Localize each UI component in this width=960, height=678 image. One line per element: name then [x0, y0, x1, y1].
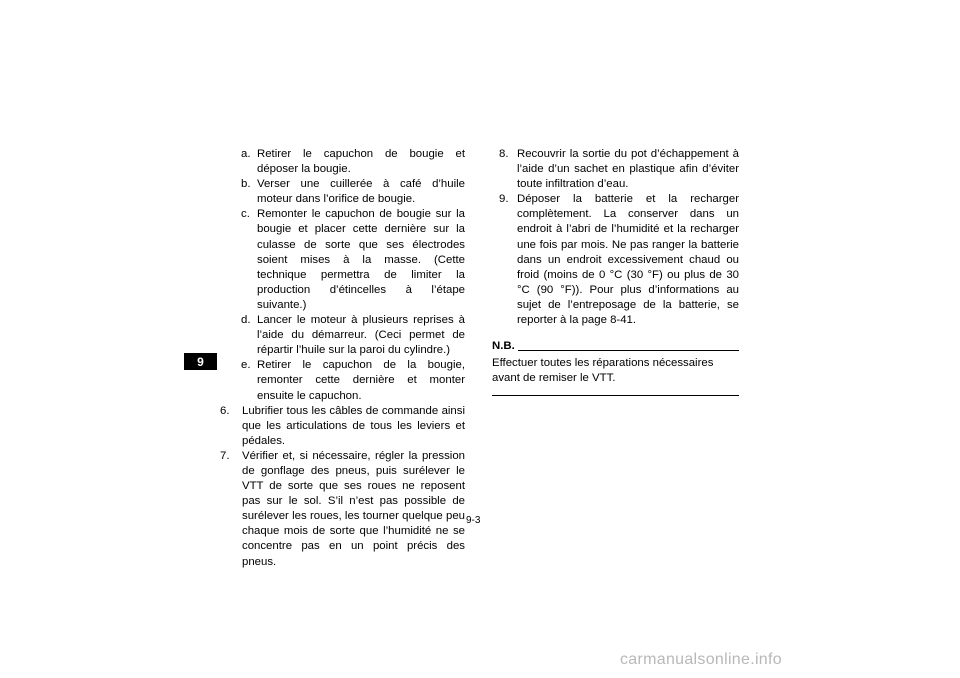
item-marker: 7.: [220, 449, 230, 462]
chapter-tab: 9: [184, 353, 217, 370]
note-text: Effectuer toutes les réparations nécessaires avant de remiser le VTT.: [492, 357, 714, 385]
list-item: [220, 358, 465, 403]
note-label: N.B.: [492, 340, 515, 353]
item-marker: b.: [241, 178, 251, 191]
item-text: Retirer le capuchon de la bougie, remonter cette dernière et monter ensuite le capuchon.: [257, 359, 465, 402]
watermark: carmanualsonline.info: [620, 651, 782, 668]
item-marker: e.: [241, 359, 251, 372]
list-item: [220, 404, 465, 449]
item-text: Verser une cuillerée à café d’huile moteur dans l’orifice de bougie.: [257, 178, 465, 206]
note-rule: [518, 350, 739, 351]
item-marker: 6.: [220, 404, 230, 417]
list-item: [220, 177, 465, 207]
item-text: Lubrifier tous les câbles de commande ainsi que les articulations de tous les leviers et pédales.: [242, 404, 465, 447]
note-end-rule: [492, 395, 739, 396]
list-item: [220, 313, 465, 358]
list-item: [220, 207, 465, 313]
item-text: Lancer le moteur à plusieurs reprises à l’aide du démarreur. (Ceci permet de répartir l’huile sur la paroi du cylindre.): [257, 314, 465, 357]
item-text: Recouvrir la sortie du pot d’échappement à l’aide d’un sachet en plastique afin d’éviter toute infiltration d’eau.: [517, 148, 739, 191]
list-item: [492, 192, 739, 328]
item-text: Remonter le capuchon de bougie sur la bougie et placer cette dernière sur la culasse de sorte que ses électrodes soient mises à la masse. (Cette technique permettra de limiter la production d’étincelles à l’étape suivante.): [257, 208, 465, 311]
list-item: [492, 147, 739, 192]
list-item: [220, 449, 465, 570]
item-text: Déposer la batterie et la recharger complètement. La conserver dans un endroit à l’abri de l’humidité et la recharger une fois par mois. Ne pas ranger la batterie dans un endroit excessivement chaud ou froid (moins de 0 °C (30 °F) ou plus de 30 °C (90 °F)). Pour plus d’informations au sujet de l’entreposage de la batterie, se reporter à la page 8-41.: [517, 193, 739, 327]
item-marker: 8.: [499, 148, 509, 160]
right-column: [492, 147, 739, 396]
list-item: [220, 147, 465, 177]
item-marker: 9.: [499, 193, 509, 206]
item-marker: d.: [241, 314, 251, 327]
page-number: 9-3: [466, 515, 481, 526]
item-text: Vérifier et, si nécessaire, régler la pression de gonflage des pneus, puis surélever le VTT de sorte que ses roues ne reposent pas sur le sol. S’il n’est pas possible de surélever les roues, les tourner quelque peu chaque mois de sorte que l’humidité ne se concentre pas en un point précis des pneus.: [242, 449, 465, 568]
item-marker: a.: [241, 148, 251, 160]
note-box: [492, 340, 739, 396]
item-text: Retirer le capuchon de bougie et déposer la bougie.: [257, 148, 465, 176]
item-marker: c.: [241, 208, 250, 221]
left-column: [220, 147, 465, 570]
note-header: [492, 340, 739, 353]
